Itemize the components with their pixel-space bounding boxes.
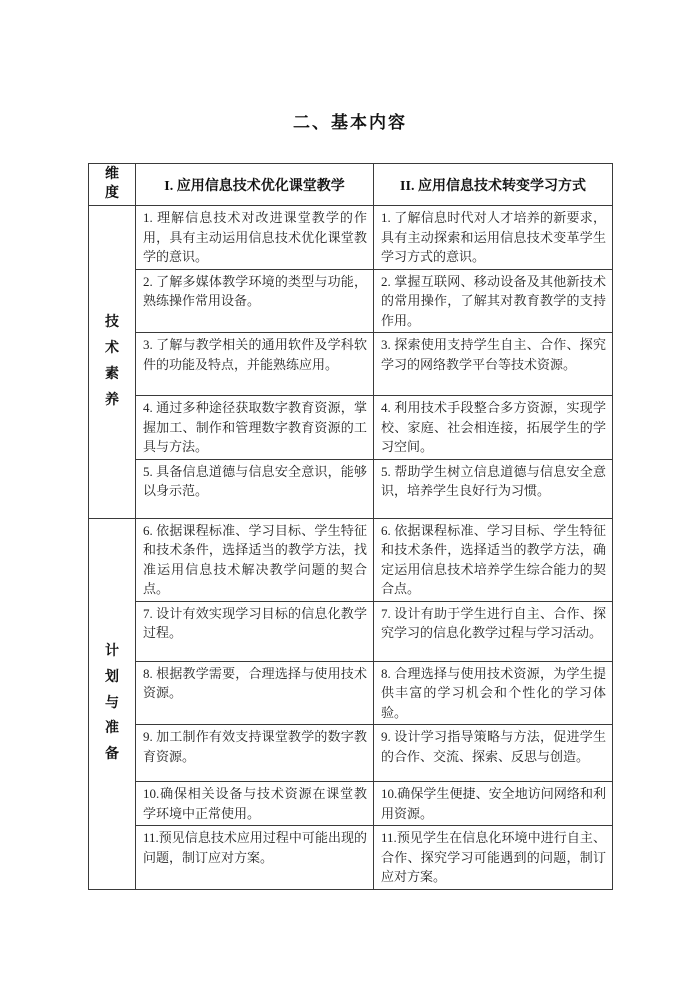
cell-r3-col2: 3. 探索使用支持学生自主、合作、探究学习的网络教学平台等技术资源。 — [374, 333, 613, 396]
table-row — [89, 601, 613, 661]
cell-r4-col2: 4. 利用技术手段整合多方资源，实现学校、家庭、社会相连接，拓展学生的学习空间。 — [374, 396, 613, 460]
cell-r2-col2: 2. 掌握互联网、移动设备及其他新技术的常用操作，了解其对教育教学的支持作用。 — [374, 269, 613, 333]
cell-r11-col1: 11.预见信息技术应用过程中可能出现的问题，制订应对方案。 — [136, 826, 374, 890]
cell-r10-col2: 10.确保学生便捷、安全地访问网络和利用资源。 — [374, 782, 613, 826]
table-row — [89, 459, 613, 518]
cell-r6-col1: 6. 依据课程标准、学习目标、学生特征和技术条件，选择适当的教学方法，找准运用信息技术解决教学问题的契合点。 — [136, 518, 374, 601]
cell-r8-col1: 8. 根据教学需要，合理选择与使用技术资源。 — [136, 661, 374, 725]
cell-r2-col1: 2. 了解多媒体教学环境的类型与功能，熟练操作常用设备。 — [136, 269, 374, 333]
table-row — [89, 206, 613, 270]
cell-r10-col1: 10.确保相关设备与技术资源在课堂教学环境中正常使用。 — [136, 782, 374, 826]
competency-table — [88, 163, 613, 890]
cell-r5-col2: 5. 帮助学生树立信息道德与信息安全意识，培养学生良好行为习惯。 — [374, 459, 613, 518]
header-col1: I. 应用信息技术优化课堂教学 — [136, 164, 374, 206]
cell-r3-col1: 3. 了解与教学相关的通用软件及学科软件的功能及特点，并能熟练应用。 — [136, 333, 374, 396]
cell-r9-col1: 9. 加工制作有效支持课堂教学的数字教育资源。 — [136, 725, 374, 782]
header-dimension — [89, 164, 136, 206]
header-row — [89, 164, 613, 206]
table-row — [89, 725, 613, 782]
cell-r5-col1: 5. 具备信息道德与信息安全意识，能够以身示范。 — [136, 459, 374, 518]
table-row — [89, 396, 613, 460]
cell-r11-col2: 11.预见学生在信息化环境中进行自主、合作、探究学习可能遇到的问题，制订应对方案。 — [374, 826, 613, 890]
cell-r9-col2: 9. 设计学习指导策略与方法，促进学生的合作、交流、探索、反思与创造。 — [374, 725, 613, 782]
cell-r1-col1: 1. 理解信息技术对改进课堂教学的作用，具有主动运用信息技术优化课堂教学的意识。 — [136, 206, 374, 270]
header-dimension-label: 维度 — [105, 166, 119, 201]
content-table-wrap — [88, 163, 612, 890]
dimension-label: 技术素养 — [105, 314, 119, 408]
cell-r7-col1: 7. 设计有效实现学习目标的信息化教学过程。 — [136, 601, 374, 661]
cell-r8-col2: 8. 合理选择与使用技术资源，为学生提供丰富的学习机会和个性化的学习体验。 — [374, 661, 613, 725]
dimension-cell-plan-prepare — [89, 518, 136, 889]
table-row — [89, 661, 613, 725]
dimension-cell-tech-literacy — [89, 206, 136, 519]
header-col2: II. 应用信息技术转变学习方式 — [374, 164, 613, 206]
table-row — [89, 782, 613, 826]
page-title: 二、基本内容 — [293, 113, 407, 132]
dimension-label: 计划与准备 — [105, 643, 119, 763]
cell-r4-col1: 4. 通过多种途径获取数字教育资源，掌握加工、制作和管理数字教育资源的工具与方法。 — [136, 396, 374, 460]
cell-r6-col2: 6. 依据课程标准、学习目标、学生特征和技术条件，选择适当的教学方法，确定运用信息技术培养学生综合能力的契合点。 — [374, 518, 613, 601]
cell-r1-col2: 1. 了解信息时代对人才培养的新要求，具有主动探索和运用信息技术变革学生学习方式的意识。 — [374, 206, 613, 270]
cell-r7-col2: 7. 设计有助于学生进行自主、合作、探究学习的信息化教学过程与学习活动。 — [374, 601, 613, 661]
table-row — [89, 269, 613, 333]
table-row — [89, 518, 613, 601]
table-row — [89, 333, 613, 396]
table-row — [89, 826, 613, 890]
